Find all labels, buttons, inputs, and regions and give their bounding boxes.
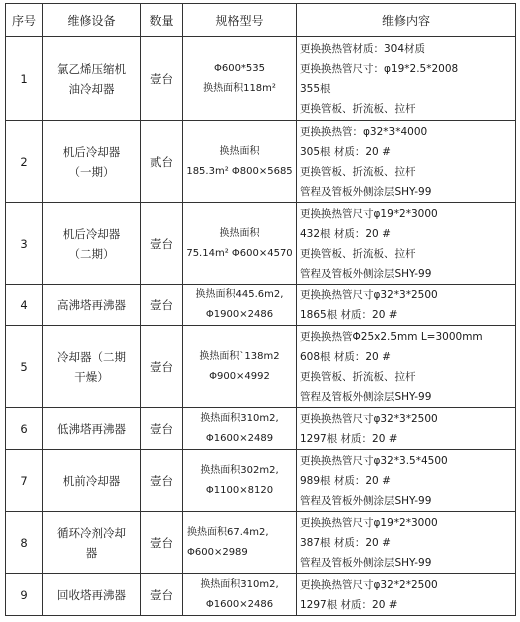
content-line: 管程及管板外侧涂层SHY-99 bbox=[300, 267, 432, 280]
table-row bbox=[6, 285, 516, 326]
spec-line: 换热面积 bbox=[219, 227, 260, 239]
row-content bbox=[297, 203, 516, 285]
spec-line: 换热面积310m2, bbox=[200, 412, 279, 424]
content-line: 989根 材质：20 # bbox=[300, 474, 391, 487]
row-equipment bbox=[43, 512, 141, 574]
row-no: 8 bbox=[6, 512, 43, 574]
row-spec bbox=[183, 285, 297, 326]
row-content bbox=[297, 285, 516, 326]
spec-line: Φ1600×2489 bbox=[205, 432, 274, 444]
content-line: 355根 bbox=[300, 82, 331, 95]
equipment-line: 高沸塔再沸器 bbox=[57, 298, 126, 312]
row-qty: 壹台 bbox=[141, 285, 183, 326]
row-spec bbox=[183, 408, 297, 450]
spec-line: 换热面积445.6m2, bbox=[195, 289, 284, 300]
content-line: 更换换热管尺寸φ32*3.5*4500 bbox=[300, 454, 448, 467]
maintenance-table bbox=[5, 3, 516, 616]
row-no: 3 bbox=[6, 203, 43, 285]
equipment-line: 油冷却器 bbox=[68, 81, 115, 96]
spec-line: Φ900×4992 bbox=[209, 370, 270, 382]
content-line: 更换换热管Φ25x2.5mm L=3000mm bbox=[300, 330, 483, 343]
content-line: 更换换热管尺寸φ19*2*3000 bbox=[300, 516, 438, 529]
row-spec bbox=[183, 450, 297, 512]
content-line: 管程及管板外侧涂层SHY-99 bbox=[300, 390, 432, 403]
row-no: 1 bbox=[6, 37, 43, 121]
content-line: 更换换热管尺寸φ32*2*2500 bbox=[300, 578, 438, 591]
row-qty: 壹台 bbox=[141, 574, 183, 616]
row-spec bbox=[183, 121, 297, 203]
row-spec bbox=[183, 37, 297, 121]
spec-line: 换热面积310m2, bbox=[200, 578, 279, 590]
spec-line: 换热面积118m² bbox=[203, 82, 276, 94]
row-content bbox=[297, 326, 516, 408]
row-qty: 壹台 bbox=[141, 203, 183, 285]
row-qty: 壹台 bbox=[141, 37, 183, 121]
row-content bbox=[297, 450, 516, 512]
equipment-line: 器 bbox=[85, 545, 98, 560]
content-line: 管程及管板外侧涂层SHY-99 bbox=[300, 494, 432, 507]
equipment-line: 冷却器（二期 bbox=[57, 349, 126, 364]
content-line: 更换管板、折流板、拉杆 bbox=[300, 102, 416, 115]
content-line: 更换换热管尺寸φ19*2*3000 bbox=[300, 207, 438, 220]
row-equipment bbox=[43, 326, 141, 408]
spec-line: 换热面积 bbox=[219, 145, 260, 157]
content-line: 更换换热管：φ32*3*4000 bbox=[300, 125, 428, 138]
content-line: 387根 材质：20 # bbox=[300, 536, 391, 549]
equipment-line: （一期） bbox=[68, 164, 115, 179]
row-equipment bbox=[43, 450, 141, 512]
spec-line: 换热面积`138m2 bbox=[199, 350, 280, 362]
row-equipment bbox=[43, 408, 141, 450]
row-qty: 壹台 bbox=[141, 408, 183, 450]
row-no: 4 bbox=[6, 285, 43, 326]
spec-line: Φ600×2989 bbox=[187, 546, 248, 558]
row-no: 2 bbox=[6, 121, 43, 203]
header-qty: 数量 bbox=[141, 4, 183, 37]
content-line: 432根 材质：20 # bbox=[300, 227, 391, 240]
row-qty: 壹台 bbox=[141, 512, 183, 574]
spec-line: Φ1600×2486 bbox=[205, 598, 274, 610]
equipment-line: 机前冷却器 bbox=[62, 473, 121, 488]
row-content bbox=[297, 408, 516, 450]
content-line: 更换换热管尺寸φ32*3*2500 bbox=[300, 289, 438, 301]
row-equipment bbox=[43, 37, 141, 121]
content-line: 更换管板、折流板、拉杆 bbox=[300, 165, 416, 178]
equipment-line: 循环冷剂冷却 bbox=[57, 525, 126, 540]
row-no: 9 bbox=[6, 574, 43, 616]
spec-line: 换热面积302m2, bbox=[200, 464, 279, 476]
content-line: 更换换热管尺寸φ32*3*2500 bbox=[300, 412, 438, 425]
table-row bbox=[6, 450, 516, 512]
content-line: 1297根 材质：20 # bbox=[300, 432, 398, 445]
spec-line: Φ1100×8120 bbox=[205, 484, 274, 496]
content-line: 608根 材质：20 # bbox=[300, 350, 391, 363]
header-no: 序号 bbox=[6, 4, 43, 37]
table-row bbox=[6, 121, 516, 203]
header-spec: 规格型号 bbox=[183, 4, 297, 37]
header-content: 维修内容 bbox=[297, 4, 516, 37]
table-row bbox=[6, 37, 516, 121]
equipment-line: 低沸塔再沸器 bbox=[57, 421, 126, 436]
content-line: 管程及管板外侧涂层SHY-99 bbox=[300, 556, 432, 569]
header-row bbox=[6, 4, 516, 37]
content-line: 更换管板、折流板、拉杆 bbox=[300, 370, 416, 383]
content-line: 更换换热管材质：304材质 bbox=[300, 42, 426, 55]
equipment-line: 干燥） bbox=[74, 369, 109, 384]
row-equipment bbox=[43, 285, 141, 326]
row-content bbox=[297, 574, 516, 616]
row-spec bbox=[183, 326, 297, 408]
equipment-line: 机后冷却器 bbox=[62, 144, 121, 159]
row-content bbox=[297, 121, 516, 203]
content-line: 305根 材质：20 # bbox=[300, 145, 391, 158]
row-qty: 壹台 bbox=[141, 450, 183, 512]
row-equipment bbox=[43, 121, 141, 203]
row-spec bbox=[183, 512, 297, 574]
row-equipment bbox=[43, 574, 141, 616]
equipment-line: （二期） bbox=[68, 246, 115, 261]
spec-line: 185.3m² Φ800×5685 bbox=[186, 165, 293, 177]
table-row bbox=[6, 326, 516, 408]
content-line: 更换管板、折流板、拉杆 bbox=[300, 247, 416, 260]
equipment-line: 机后冷却器 bbox=[62, 226, 121, 241]
row-no: 6 bbox=[6, 408, 43, 450]
table-row bbox=[6, 574, 516, 616]
spec-line: 换热面积67.4m2, bbox=[187, 526, 269, 538]
row-content bbox=[297, 512, 516, 574]
content-line: 1865根 材质：20 # bbox=[300, 309, 398, 321]
table-row bbox=[6, 203, 516, 285]
row-equipment bbox=[43, 203, 141, 285]
row-qty: 贰台 bbox=[141, 121, 183, 203]
table-row bbox=[6, 512, 516, 574]
content-line: 更换换热管尺寸：φ19*2.5*2008 bbox=[300, 62, 459, 75]
content-line: 管程及管板外侧涂层SHY-99 bbox=[300, 185, 432, 198]
row-spec bbox=[183, 574, 297, 616]
row-content bbox=[297, 37, 516, 121]
spec-line: Φ1900×2486 bbox=[205, 309, 274, 320]
spec-line: 75.14m² Φ600×4570 bbox=[186, 247, 293, 259]
row-spec bbox=[183, 203, 297, 285]
equipment-line: 回收塔再沸器 bbox=[57, 587, 126, 602]
table-row bbox=[6, 408, 516, 450]
row-qty: 壹台 bbox=[141, 326, 183, 408]
equipment-line: 氯乙烯压缩机 bbox=[57, 61, 126, 76]
header-equipment: 维修设备 bbox=[43, 4, 141, 37]
row-no: 5 bbox=[6, 326, 43, 408]
row-no: 7 bbox=[6, 450, 43, 512]
spec-line: Φ600*535 bbox=[213, 62, 266, 74]
content-line: 1297根 材质：20 # bbox=[300, 598, 398, 611]
